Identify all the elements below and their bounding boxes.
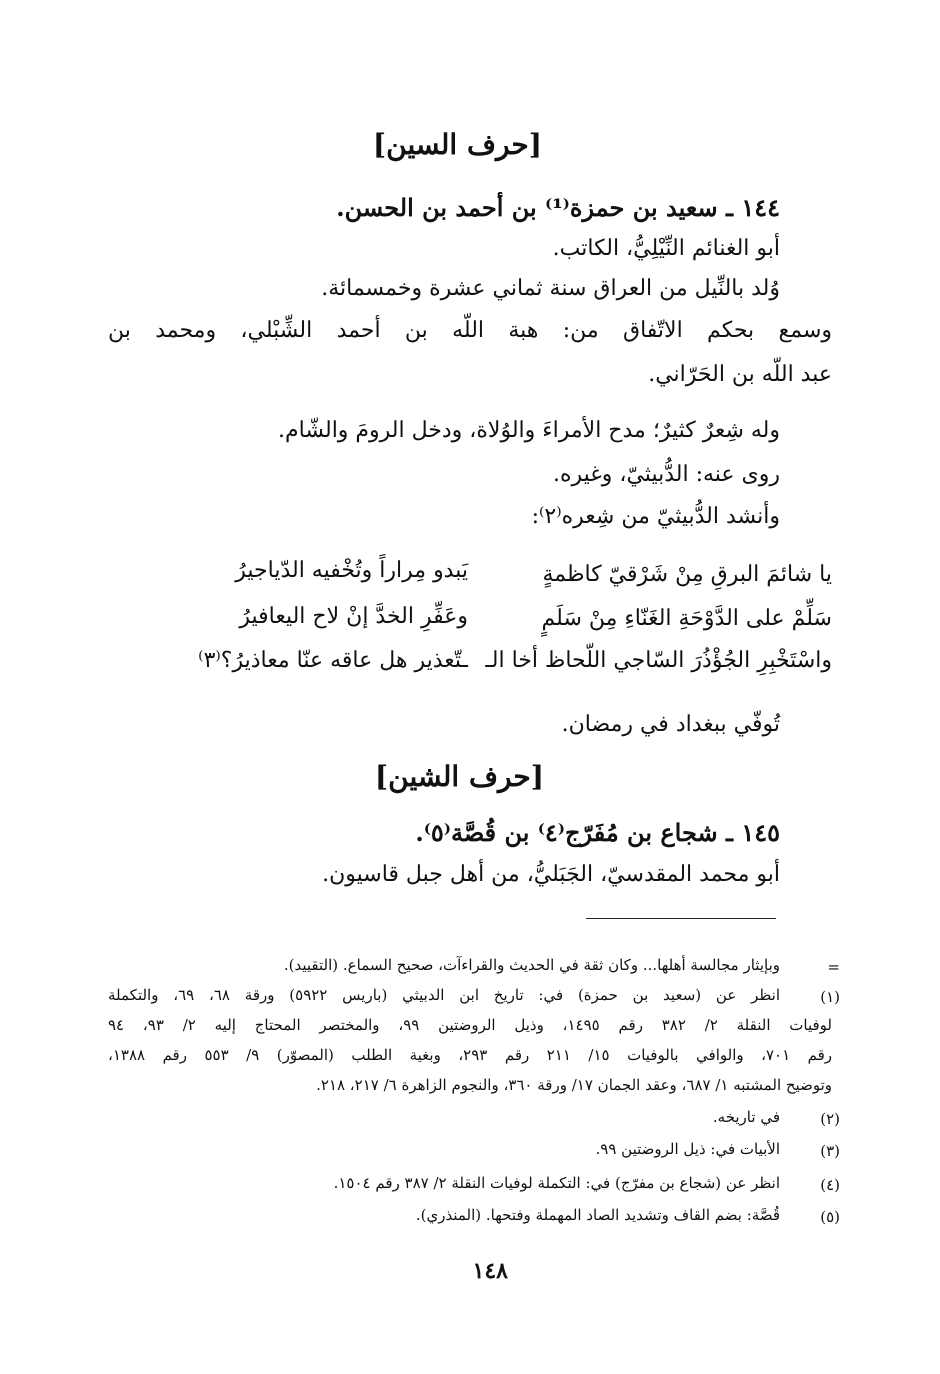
footnote-4-number: (٤) — [820, 1176, 840, 1194]
footnote-1-line4: وتوضيح المشتبه ١/ ٦٨٧، وعقد الجمان ١٧/ ورقة ٣٦٠، والنجوم الزاهرة ٦/ ٢١٧، ٢١٨. — [316, 1076, 832, 1094]
footnote-continuation-text: وبإيثار مجالسة أهلها... وكان ثقة في الحديث والقراءآت، صحيح السماع. (التقييد). — [283, 956, 780, 974]
verse-1-second-hemistich: يَبدو مِراراً وتُخْفيه الدّياجيرُ — [235, 558, 468, 583]
footnote-2-text: في تاريخه. — [712, 1108, 780, 1126]
verse-3-first-hemistich: واسْتَخْبِرِ الجُؤْذُرَ السّاجي اللّحاظ أخا الـ — [485, 648, 832, 673]
footnote-separator — [586, 918, 776, 919]
footnote-1-line3: رقم ٧٠١، والوافي بالوفيات ١٥/ ٢١١ رقم ٢٩٣، وبغية الطلب (المصوّر) ٩/ ٥٥٣ رقم ١٣٨٨، — [108, 1046, 833, 1064]
verse-3-second-hemistich: ـتّعذير هل عاقه عنّا معاذيرُ؟⁽٣⁾ — [198, 648, 468, 673]
entry-144-birth: وُلد بالنِّيل من العراق سنة ثماني عشرة وخمسمائة. — [321, 276, 780, 301]
footnote-1-line2: لوفيات النقلة ٢/ ٣٨٢ رقم ١٤٩٥، وذيل الروضتين ٩٩، والمختصر المحتاج إليه ٢/ ٩٣، ٩٤ — [108, 1016, 832, 1034]
footnote-5-text: قُصَّة: بضم القاف وتشديد الصاد المهملة وفتحها. (المنذري). — [415, 1206, 780, 1224]
entry-144-kunya: أبو الغنائم النِّيْلِيُّ، الكاتب. — [552, 236, 780, 261]
entry-144-teachers-line2: عبد اللّه بن الحَرّاني. — [648, 362, 832, 387]
entry-145-kunya: أبو محمد المقدسيّ، الجَبَليُّ، من أهل جبل قاسيون. — [322, 862, 780, 887]
entry-144-teachers-line1: وسمع بحكم الاتّفاق من: هبة اللّه بن أحمد الشِّبْلي، ومحمد بن — [108, 318, 832, 343]
entry-144-death: تُوفّي ببغداد في رمضان. — [561, 712, 780, 737]
footnote-3-number: (٣) — [820, 1142, 840, 1160]
footnote-5-number: (٥) — [820, 1208, 840, 1226]
verse-2-first-hemistich: سَلِّمْ على الدَّوْحَةِ الغَنّاءِ مِنْ سَلَمٍ — [541, 606, 832, 631]
section-heading-shin: [حرف الشين] — [374, 760, 544, 793]
footnote-2-number: (٢) — [820, 1110, 840, 1128]
footnote-1-number: (١) — [820, 988, 840, 1006]
entry-145-title: ١٤٥ ـ شجاع بن مُفَرّج⁽٤⁾ بن قُصَّة⁽٥⁾. — [415, 818, 780, 847]
page-number: ١٤٨ — [472, 1258, 508, 1284]
footnote-1-line1: انظر عن (سعيد بن حمزة) في: تاريخ ابن الدبيثي (باريس ٥٩٢٢) ورقة ٦٨، ٦٩، والتكملة — [108, 986, 780, 1004]
entry-144-recitation: وأنشد الدُّبيثيّ من شِعره⁽٢⁾: — [531, 504, 780, 529]
entry-144-poetry-note: وله شِعرٌ كثيرٌ؛ مدح الأمراءَ والوُلاة، ودخل الرومَ والشّام. — [278, 418, 780, 443]
footnote-4-text: انظر عن (شجاع بن مفرّج) في: التكملة لوفيات النقلة ٢/ ٣٨٧ رقم ١٥٠٤. — [333, 1174, 780, 1192]
entry-144-narrators: روى عنه: الدُّبيثيّ، وغيره. — [552, 462, 780, 487]
footnote-3-text: الأبيات في: ذيل الروضتين ٩٩. — [595, 1140, 780, 1158]
entry-144-title: ١٤٤ ـ سعيد بن حمزة⁽¹⁾ بن أحمد بن الحسن. — [336, 193, 780, 222]
footnote-continuation-mark: = — [827, 958, 840, 976]
verse-2-second-hemistich: وعَفِّرِ الخدَّ إنْ لاح اليعافيرُ — [239, 604, 468, 629]
verse-1-first-hemistich: يا شائمَ البرقِ مِنْ شَرْقيّ كاظمةٍ — [542, 562, 832, 587]
section-heading-sin: [حرف السين] — [372, 128, 542, 161]
